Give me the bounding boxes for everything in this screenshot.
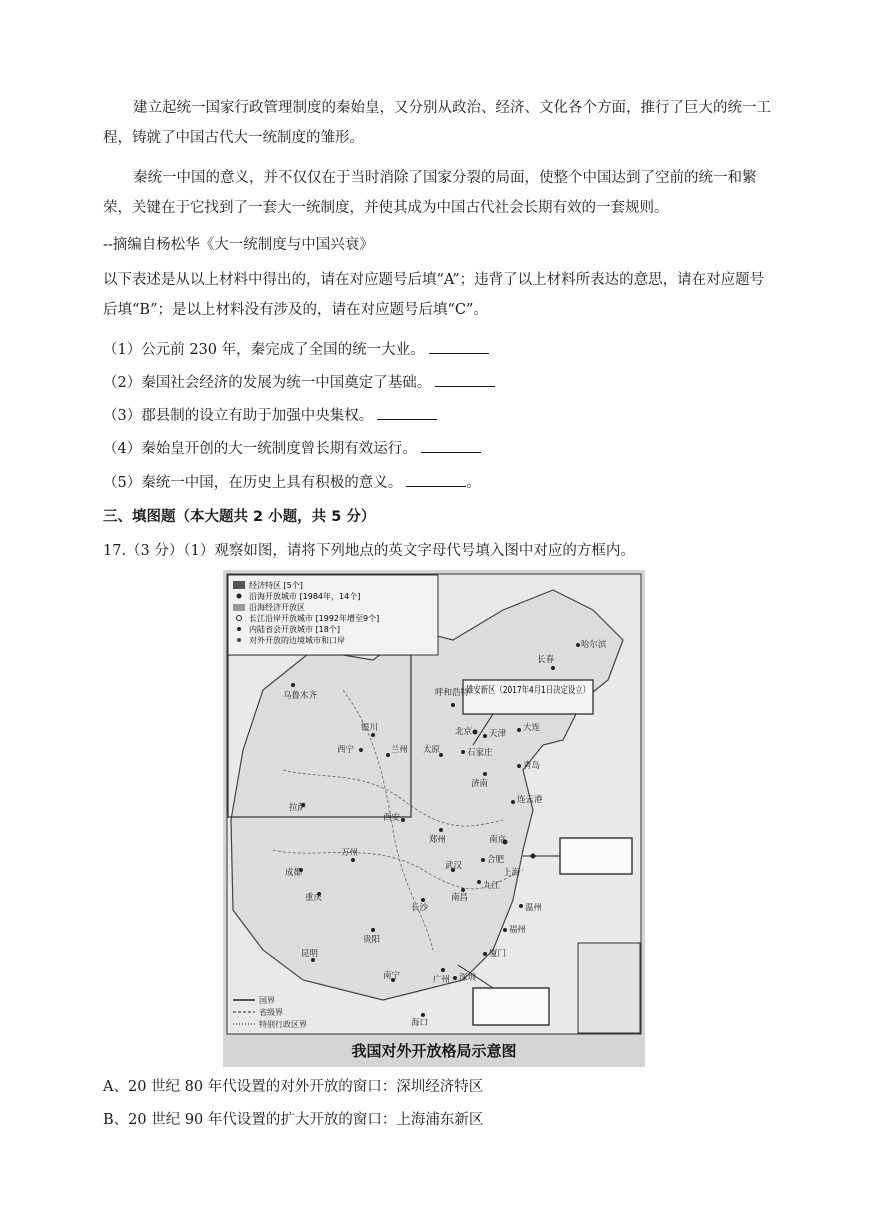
city-marker [351, 858, 355, 862]
svg-text:郑州: 郑州 [429, 835, 447, 845]
svg-text:成都: 成都 [285, 868, 303, 878]
city-marker [517, 728, 521, 732]
svg-text:大连: 大连 [523, 723, 541, 733]
svg-text:武汉: 武汉 [445, 861, 463, 871]
answer-blank-5[interactable] [406, 472, 466, 487]
city-marker [421, 898, 425, 902]
svg-text:经济特区 [5个]: 经济特区 [5个] [249, 581, 303, 590]
city-marker [461, 888, 465, 892]
svg-text:南京: 南京 [489, 835, 507, 845]
svg-text:贵阳: 贵阳 [363, 935, 381, 945]
city-marker [371, 733, 375, 737]
answer-blank-1[interactable] [429, 339, 489, 354]
svg-text:昆明: 昆明 [301, 949, 319, 959]
item-2: （2）秦国社会经济的发展为统一中国奠定了基础。 [103, 368, 773, 398]
city-marker [441, 968, 445, 972]
city-marker [517, 764, 521, 768]
svg-text:广州: 广州 [433, 975, 451, 985]
answer-blank-4[interactable] [421, 438, 481, 453]
svg-text:九江: 九江 [483, 881, 501, 891]
city-marker [481, 858, 485, 862]
city-marker [551, 666, 555, 670]
svg-text:省级界: 省级界 [259, 1008, 283, 1017]
svg-text:兰州: 兰州 [391, 745, 409, 755]
svg-text:特别行政区界: 特别行政区界 [259, 1020, 307, 1029]
item-3: （3）郡县制的设立有助于加强中央集权。 [103, 401, 773, 431]
svg-text:合肥: 合肥 [487, 855, 505, 865]
city-marker [401, 818, 405, 822]
city-marker [473, 730, 478, 735]
svg-text:海口: 海口 [411, 1018, 429, 1028]
svg-text:济南: 济南 [471, 779, 489, 789]
svg-text:对外开放的边境城市和口岸: 对外开放的边境城市和口岸 [249, 636, 345, 645]
svg-text:西安: 西安 [383, 813, 401, 823]
city-marker [439, 828, 443, 832]
svg-text:拉萨: 拉萨 [289, 803, 307, 813]
city-marker [371, 928, 375, 932]
material-paragraph-1: 建立起统一国家行政管理制度的秦始皇，又分别从政治、经济、文化各个方面，推行了巨大的统一工程，铸就了中国古代大一统制度的雏形。 [103, 100, 771, 146]
svg-text:上海: 上海 [503, 868, 521, 878]
city-marker [576, 643, 580, 647]
svg-text:长江沿岸开放城市 [1992年增至9个]: 长江沿岸开放城市 [1992年增至9个] [249, 614, 380, 623]
svg-text:长春: 长春 [537, 655, 555, 665]
map-legend [228, 575, 438, 655]
city-marker [511, 800, 515, 804]
city-marker [503, 928, 507, 932]
city-marker [386, 753, 390, 757]
south-china-sea-inset [578, 943, 640, 1033]
svg-text:西宁: 西宁 [337, 745, 355, 755]
city-marker [477, 880, 481, 884]
city-marker [421, 1013, 425, 1017]
svg-text:呼和浩特: 呼和浩特 [435, 688, 470, 698]
svg-text:银川: 银川 [361, 723, 379, 733]
city-marker [359, 748, 363, 752]
city-marker [483, 952, 487, 956]
answer-box-shenzhen[interactable] [473, 988, 549, 1025]
svg-text:重庆: 重庆 [305, 893, 323, 903]
material-source: --摘编自杨松华《大一统制度与中国兴衰》 [103, 237, 374, 253]
question-17: 17.（3 分）（1）观察如图，请将下列地点的英文字母代号填入图中对应的方框内。 [103, 543, 635, 559]
answer-blank-2[interactable] [435, 372, 495, 387]
svg-text:福州: 福州 [509, 925, 527, 935]
city-marker [483, 734, 487, 738]
svg-text:内陆省会开放城市 [18个]: 内陆省会开放城市 [18个] [249, 625, 340, 634]
map-title: 我国对外开放格局示意图 [351, 1042, 517, 1060]
svg-text:天津: 天津 [489, 729, 507, 739]
city-marker [291, 683, 295, 687]
svg-text:连云港: 连云港 [517, 795, 543, 805]
city-marker [519, 904, 523, 908]
item-4: （4）秦始皇开创的大一统制度曾长期有效运行。 [103, 434, 773, 464]
svg-text:太原: 太原 [423, 745, 441, 755]
svg-text:北京: 北京 [455, 727, 473, 737]
material-paragraph-2: 秦统一中国的意义，并不仅仅在于当时消除了国家分裂的局面，使整个中国达到了空前的统一和繁荣，关键在于它找到了一套大一统制度，并使其成为中国古代社会长期有效的一套规则。 [103, 170, 757, 216]
answer-box-shanghai[interactable] [560, 838, 632, 874]
city-marker [461, 750, 465, 754]
svg-text:乌鲁木齐: 乌鲁木齐 [283, 691, 318, 701]
svg-text:厦门: 厦门 [489, 949, 507, 959]
svg-text:万州: 万州 [341, 848, 359, 858]
section-heading: 三、填图题（本大题共 2 小题，共 5 分） [103, 509, 376, 525]
svg-text:哈尔滨: 哈尔滨 [581, 640, 607, 650]
answer-blank-3[interactable] [377, 405, 437, 420]
city-marker [451, 703, 455, 707]
china-opening-map [223, 570, 645, 1067]
svg-text:长沙: 长沙 [411, 903, 429, 913]
city-marker [531, 854, 536, 859]
svg-text:国界: 国界 [259, 996, 275, 1005]
svg-text:沿海经济开放区: 沿海经济开放区 [249, 603, 305, 612]
svg-text:沿海开放城市 [1984年，14个]: 沿海开放城市 [1984年，14个] [249, 592, 361, 601]
instruction-text: 以下表述是从以上材料中得出的，请在对应题号后填“A”；违背了以上材料所表达的意思，请在对应题号后填“B”；是以上材料没有涉及的，请在对应题号后填“C”。 [103, 272, 765, 318]
item-1: （1）公元前 230 年，秦完成了全国的统一大业。 [103, 335, 773, 365]
city-marker [453, 976, 457, 980]
city-marker [483, 772, 487, 776]
svg-text:深圳: 深圳 [459, 973, 477, 983]
svg-text:青岛: 青岛 [523, 761, 541, 771]
svg-text:南宁: 南宁 [383, 971, 401, 981]
svg-text:温州: 温州 [525, 903, 543, 913]
svg-text:石家庄: 石家庄 [467, 748, 493, 758]
svg-text:雄安新区（2017年4月1日决定设立）: 雄安新区（2017年4月1日决定设立） [466, 685, 626, 696]
option-a: A、20 世纪 80 年代设置的对外开放的窗口：深圳经济特区 [103, 1079, 484, 1095]
item-5: （5）秦统一中国，在历史上具有积极的意义。 。 [103, 468, 773, 498]
option-b: B、20 世纪 90 年代设置的扩大开放的窗口：上海浦东新区 [103, 1112, 484, 1128]
svg-text:南昌: 南昌 [451, 893, 469, 903]
